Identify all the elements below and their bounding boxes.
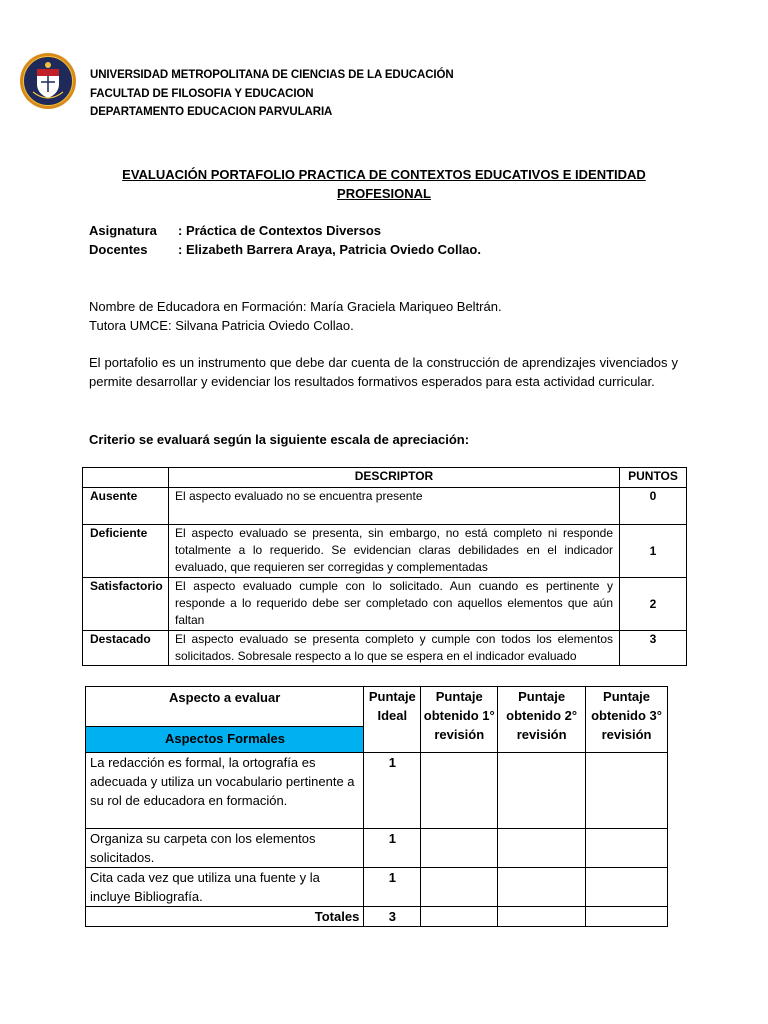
table-row xyxy=(83,525,687,578)
table-row xyxy=(83,578,687,631)
title-line-2: PROFESIONAL xyxy=(337,186,431,201)
aspect-text: Organiza su carpeta con los elementos solicitados. xyxy=(86,829,364,868)
scale-level: Satisfactorio xyxy=(83,578,169,631)
table-row xyxy=(83,488,687,525)
docentes-label: Docentes xyxy=(89,242,148,257)
scale-points: 2 xyxy=(620,578,687,631)
revision-3-cell[interactable] xyxy=(586,753,668,829)
totals-row xyxy=(86,907,668,927)
course-meta xyxy=(89,221,481,259)
scale-points: 0 xyxy=(620,488,687,525)
revision-3-cell[interactable] xyxy=(586,868,668,907)
revision-1-cell[interactable] xyxy=(421,753,498,829)
aspect-text: Cita cada vez que utiliza una fuente y la incluye Bibliografía. xyxy=(86,868,364,907)
document-title xyxy=(88,165,680,203)
scale-header-points: PUNTOS xyxy=(620,468,687,488)
docentes-value: : Elizabeth Barrera Araya, Patricia Oviedo Collao. xyxy=(178,242,481,257)
table-row xyxy=(83,631,687,666)
scale-descriptor: El aspecto evaluado se presenta, sin embargo, no está completo ni responde totalmente a lo requerido. Se evidencian claras debilidades en el indicador evaluado, que requieren ser corregidas y complementadas xyxy=(168,525,619,578)
ideal-score: 1 xyxy=(364,868,421,907)
faculty-name: FACULTAD DE FILOSOFIA Y EDUCACION xyxy=(90,87,314,100)
scale-descriptor: El aspecto evaluado no se encuentra presente xyxy=(168,488,619,525)
revision-1-cell[interactable] xyxy=(421,829,498,868)
title-line-1: EVALUACIÓN PORTAFOLIO PRACTICA DE CONTEXTOS EDUCATIVOS E IDENTIDAD xyxy=(122,167,646,182)
scale-header-empty xyxy=(83,468,169,488)
criteria-heading: Criterio se evaluará según la siguiente escala de apreciación: xyxy=(89,432,470,447)
evaluation-table xyxy=(85,686,668,927)
asignatura-row xyxy=(89,221,481,240)
header-revision-1: Puntaje obtenido 1° revisión xyxy=(421,687,498,753)
revision-1-total[interactable] xyxy=(421,907,498,927)
ideal-score: 1 xyxy=(364,829,421,868)
student-name: Nombre de Educadora en Formación: María Graciela Mariqueo Beltrán. xyxy=(89,299,502,314)
asignatura-value: : Práctica de Contextos Diversos xyxy=(178,223,382,238)
header-revision-3: Puntaje obtenido 3° revisión xyxy=(586,687,668,753)
scale-header-row xyxy=(83,468,687,488)
scale-level: Ausente xyxy=(83,488,169,525)
totals-value: 3 xyxy=(364,907,421,927)
student-info xyxy=(89,297,502,335)
table-row xyxy=(86,753,668,829)
scale-points: 1 xyxy=(620,525,687,578)
revision-2-cell[interactable] xyxy=(498,753,586,829)
ideal-score: 1 xyxy=(364,753,421,829)
scale-level: Deficiente xyxy=(83,525,169,578)
revision-2-cell[interactable] xyxy=(498,868,586,907)
department-name: DEPARTAMENTO EDUCACION PARVULARIA xyxy=(90,106,333,118)
revision-2-total[interactable] xyxy=(498,907,586,927)
scale-level: Destacado xyxy=(83,631,169,666)
revision-3-total[interactable] xyxy=(586,907,668,927)
table-row xyxy=(86,829,668,868)
header-puntaje-ideal: Puntaje Ideal xyxy=(364,687,421,753)
table-row xyxy=(86,868,668,907)
scale-descriptor: El aspecto evaluado se presenta completo y cumple con todos los elementos solicitados. Sobresale respecto a lo que se espera en el indicador evaluado xyxy=(168,631,619,666)
totals-label: Totales xyxy=(86,907,364,927)
aspect-header: Aspecto a evaluar xyxy=(169,690,281,705)
intro-paragraph: El portafolio es un instrumento que debe dar cuenta de la construcción de aprendizajes vivenciados y permite desarrollar y evidenciar los resultados formativos esperados para esta actividad curricular. xyxy=(89,355,678,389)
university-name: UNIVERSIDAD METROPOLITANA DE CIENCIAS DE LA EDUCACIÓN xyxy=(90,69,454,81)
scale-points: 3 xyxy=(620,631,687,666)
section-aspectos-formales: Aspectos Formales xyxy=(86,726,363,752)
eval-header-row xyxy=(86,687,668,753)
scale-table xyxy=(82,467,687,666)
asignatura-label: Asignatura xyxy=(89,223,157,238)
docentes-row xyxy=(89,240,481,259)
aspect-header-cell xyxy=(86,687,364,753)
revision-2-cell[interactable] xyxy=(498,829,586,868)
university-seal-icon xyxy=(19,52,77,110)
header-revision-2: Puntaje obtenido 2° revisión xyxy=(498,687,586,753)
scale-descriptor: El aspecto evaluado cumple con lo solicitado. Aun cuando es pertinente y responde a lo requerido debe ser completado con aquellos elementos que aún faltan xyxy=(168,578,619,631)
revision-3-cell[interactable] xyxy=(586,829,668,868)
scale-header-descriptor: DESCRIPTOR xyxy=(168,468,619,488)
aspect-text: La redacción es formal, la ortografía es adecuada y utiliza un vocabulario pertinente a su rol de educadora en formación. xyxy=(86,753,364,829)
institution-header xyxy=(90,66,454,122)
tutor-name: Tutora UMCE: Silvana Patricia Oviedo Collao. xyxy=(89,318,354,333)
revision-1-cell[interactable] xyxy=(421,868,498,907)
